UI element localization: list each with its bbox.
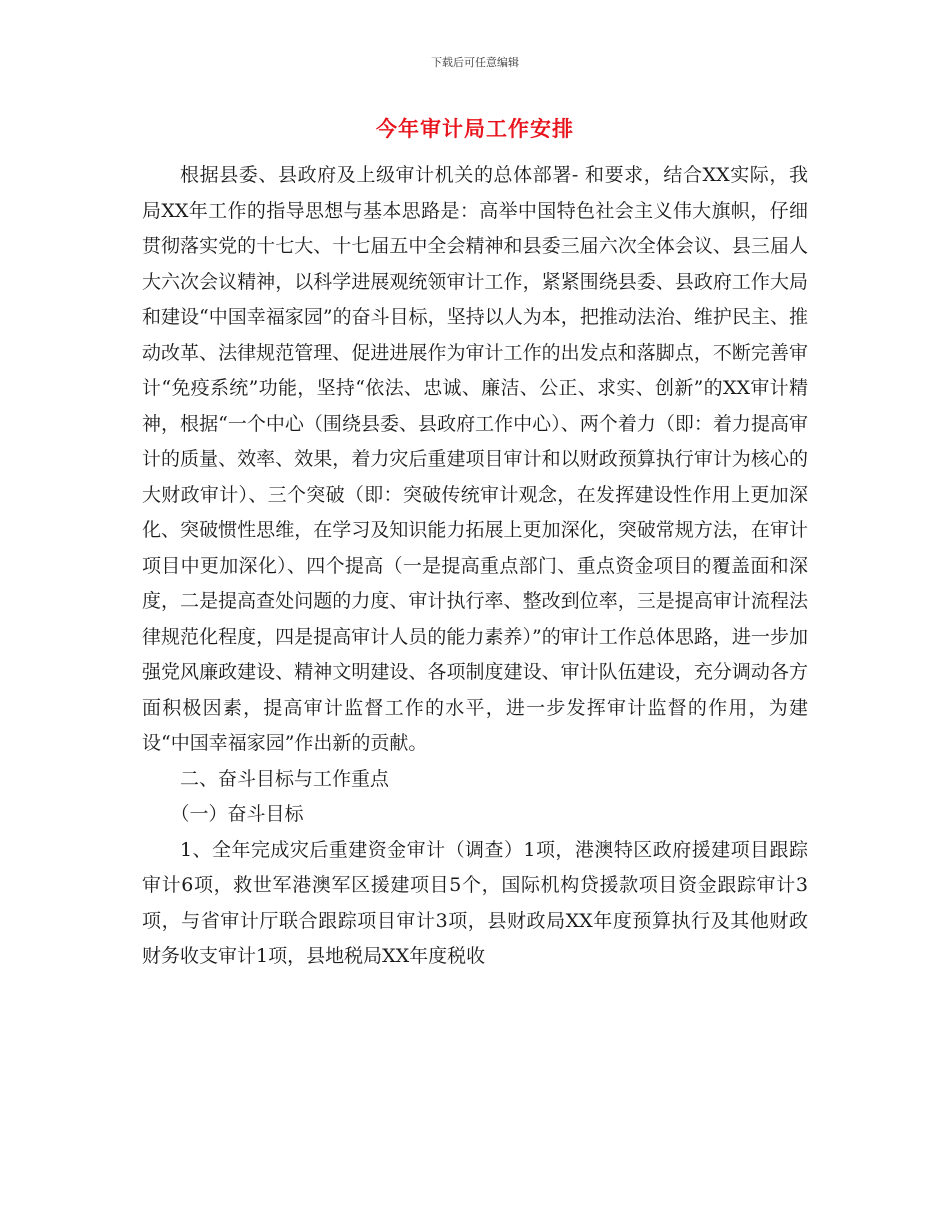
goals-paragraph: 1、全年完成灾后重建资金审计（调查）1项，港澳特区政府援建项目跟踪审计6项，救世军港澳军区援建项目5个，国际机构贷援款项目资金跟踪审计3项，与省审计厅联合跟踪项目审计3项，县财政局XX年度预算执行及其他财政财务收支审计1项，县地税局XX年度税收 [142,838,808,967]
section-heading: 二、奋斗目标与工作重点 [180,767,390,790]
document-body [142,158,808,975]
intro-paragraph: 根据县委、县政府及上级审计机关的总体部署- 和要求，结合XX实际，我局XX年工作的指导思想与基本思路是：高举中国特色社会主义伟大旗帜，仔细贯彻落实党的十七大、十七届五中全会精神和县委三届六次全体会议、县三届人大六次会议精神，以科学进展观统领审计工作，紧紧围绕县委、县政府工作大局和建设“中国幸福家园”的奋斗目标，坚持以人为本，把推动法治、维护民主、推动改革、法律规范管理、促进进展作为审计工作的出发点和落脚点，不断完善审计“免疫系统”功能，坚持“依法、忠诚、廉洁、公正、求实、创新”的XX审计精神，根据“一个中心（围绕县委、县政府工作中心）、两个着力（即：着力提高审计的质量、效率、效果，着力灾后重建项目审计和以财政预算执行审计为核心的大财政审计）、三个突破（即：突破传统审计观念，在发挥建设性作用上更加深化、突破惯性思维，在学习及知识能力拓展上更加深化，突破常规方法，在审计项目中更加深化）、四个提高（一是提高重点部门、重点资金项目的覆盖面和深度，二是提高查处问题的力度、审计执行率、整改到位率，三是提高审计流程法律规范化程度，四是提高审计人员的能力素养）”的审计工作总体思路，进一步加强党风廉政建设、精神文明建设、各项制度建设、审计队伍建设，充分调动各方面积极因素，提高审计监督工作的水平，进一步发挥审计监督的作用，为建设“中国幸福家园”作出新的贡献。 [142,164,808,754]
document-title: 今年审计局工作安排 [376,116,574,141]
page-header-note: 下载后可任意编辑 [431,56,519,69]
subsection-heading: （一）奋斗目标 [170,803,304,825]
